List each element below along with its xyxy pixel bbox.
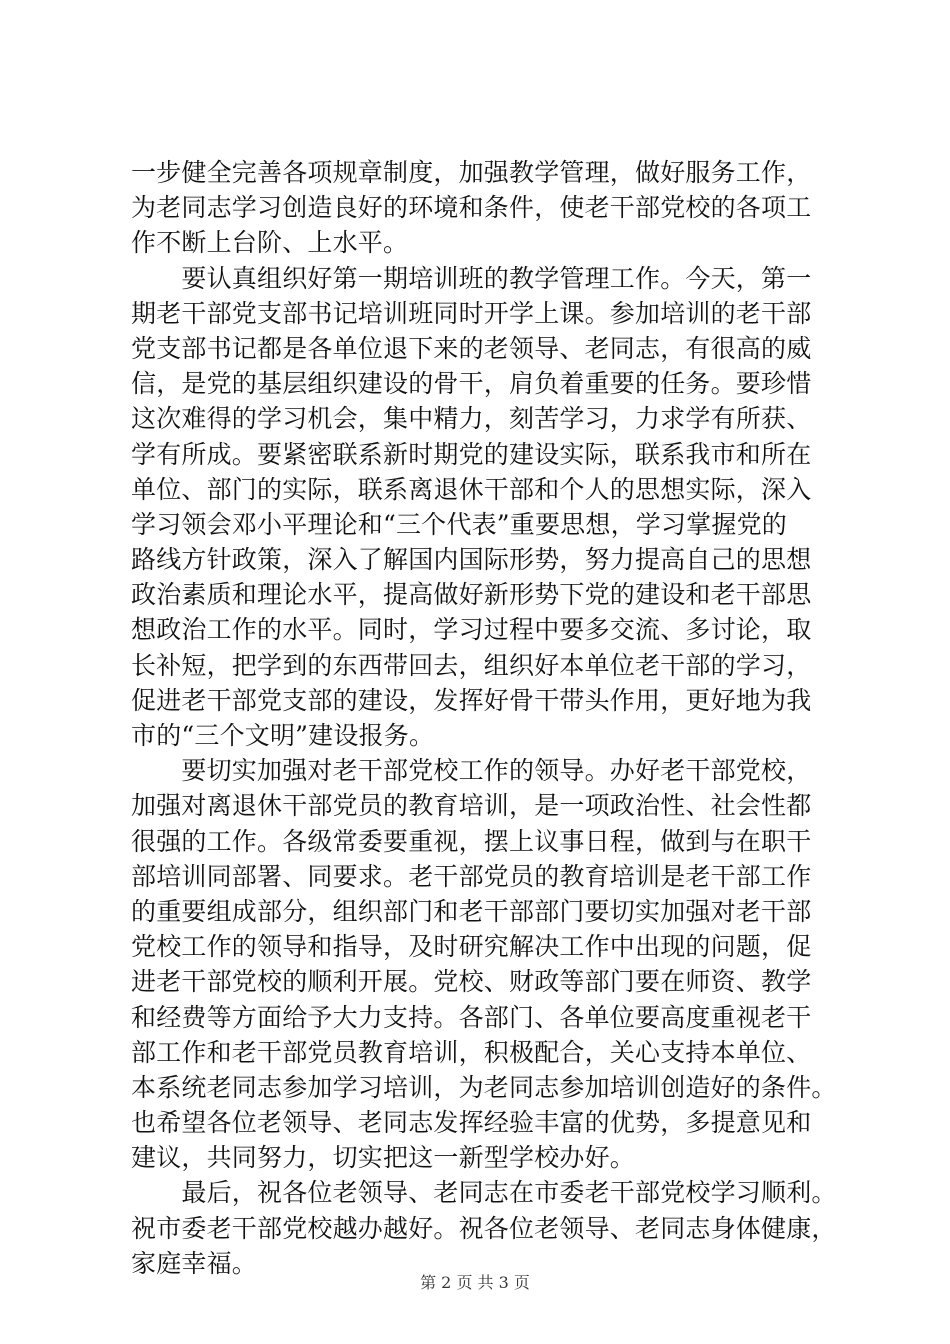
- text-line: 党支部书记都是各单位退下来的老领导、老同志，有很高的威: [131, 333, 812, 363]
- text-line: 信，是党的基层组织建设的骨干，肩负着重要的任务。要珍惜: [131, 369, 812, 399]
- text-line: 本系统老同志参加学习培训，为老同志参加培训创造好的条件。: [131, 1072, 837, 1102]
- text-line: 学有所成。要紧密联系新时期党的建设实际，联系我市和所在: [131, 439, 812, 469]
- text-line: 和经费等方面给予大力支持。各部门、各单位要高度重视老干: [131, 1002, 812, 1032]
- page-footer: 第 2 页 共 3 页: [420, 1273, 530, 1292]
- text-line: 也希望各位老领导、老同志发挥经验丰富的优势，多提意见和: [131, 1108, 812, 1138]
- text-line: 学习领会邓小平理论和“三个代表”重要思想，学习掌握党的: [131, 509, 787, 539]
- text-line: 促进老干部党支部的建设，发挥好骨干带头作用，更好地为我: [131, 685, 812, 715]
- text-line: 加强对离退休干部党员的教育培训，是一项政治性、社会性都: [131, 791, 812, 821]
- text-line: 这次难得的学习机会，集中精力，刻苦学习，力求学有所获、: [131, 404, 812, 434]
- text-line: 市的“三个文明”建设报务。: [131, 721, 435, 750]
- text-line: 一步健全完善各项规章制度，加强教学管理，做好服务工作，: [131, 158, 812, 187]
- text-line: 党校工作的领导和指导，及时研究解决工作中出现的问题，促: [131, 932, 812, 962]
- text-line: 部工作和老干部党员教育培训，积极配合，关心支持本单位、: [131, 1037, 812, 1067]
- text-line: 期老干部党支部书记培训班同时开学上课。参加培训的老干部: [131, 298, 812, 328]
- text-line: 家庭幸福。: [131, 1248, 258, 1278]
- text-line: 长补短，把学到的东西带回去，组织好本单位老干部的学习，: [131, 650, 812, 680]
- text-line: 祝市委老干部党校越办越好。祝各位老领导、老同志身体健康，: [131, 1213, 837, 1243]
- body-text: [131, 155, 839, 1281]
- text-line: 单位、部门的实际，联系离退休干部和个人的思想实际，深入: [131, 474, 812, 504]
- text-line: 路线方针政策，深入了解国内国际形势，努力提高自己的思想: [131, 545, 812, 575]
- text-line: 作不断上台阶、上水平。: [131, 228, 409, 258]
- text-line: 进老干部党校的顺利开展。党校、财政等部门要在师资、教学: [131, 967, 812, 997]
- text-line: 的重要组成部分，组织部门和老干部部门要切实加强对老干部: [131, 896, 812, 926]
- text-line: 很强的工作。各级常委要重视，摆上议事日程，做到与在职干: [131, 826, 812, 856]
- text-line: 建议，共同努力，切实把这一新型学校办好。: [131, 1143, 636, 1173]
- text-line: 想政治工作的水平。同时，学习过程中要多交流、多讨论，取: [131, 615, 812, 645]
- text-line: 要认真组织好第一期培训班的教学管理工作。今天，第一: [131, 263, 812, 293]
- text-line: 最后，祝各位老领导、老同志在市委老干部党校学习顺利。: [131, 1178, 837, 1208]
- text-line: 政治素质和理论水平，提高做好新形势下党的建设和老干部思: [131, 580, 812, 610]
- text-line: 部培训同部署、同要求。老干部党员的教育培训是老干部工作: [131, 861, 812, 891]
- text-line: 为老同志学习创造良好的环境和条件，使老干部党校的各项工: [131, 193, 812, 223]
- text-line: 要切实加强对老干部党校工作的领导。办好老干部党校，: [131, 756, 812, 786]
